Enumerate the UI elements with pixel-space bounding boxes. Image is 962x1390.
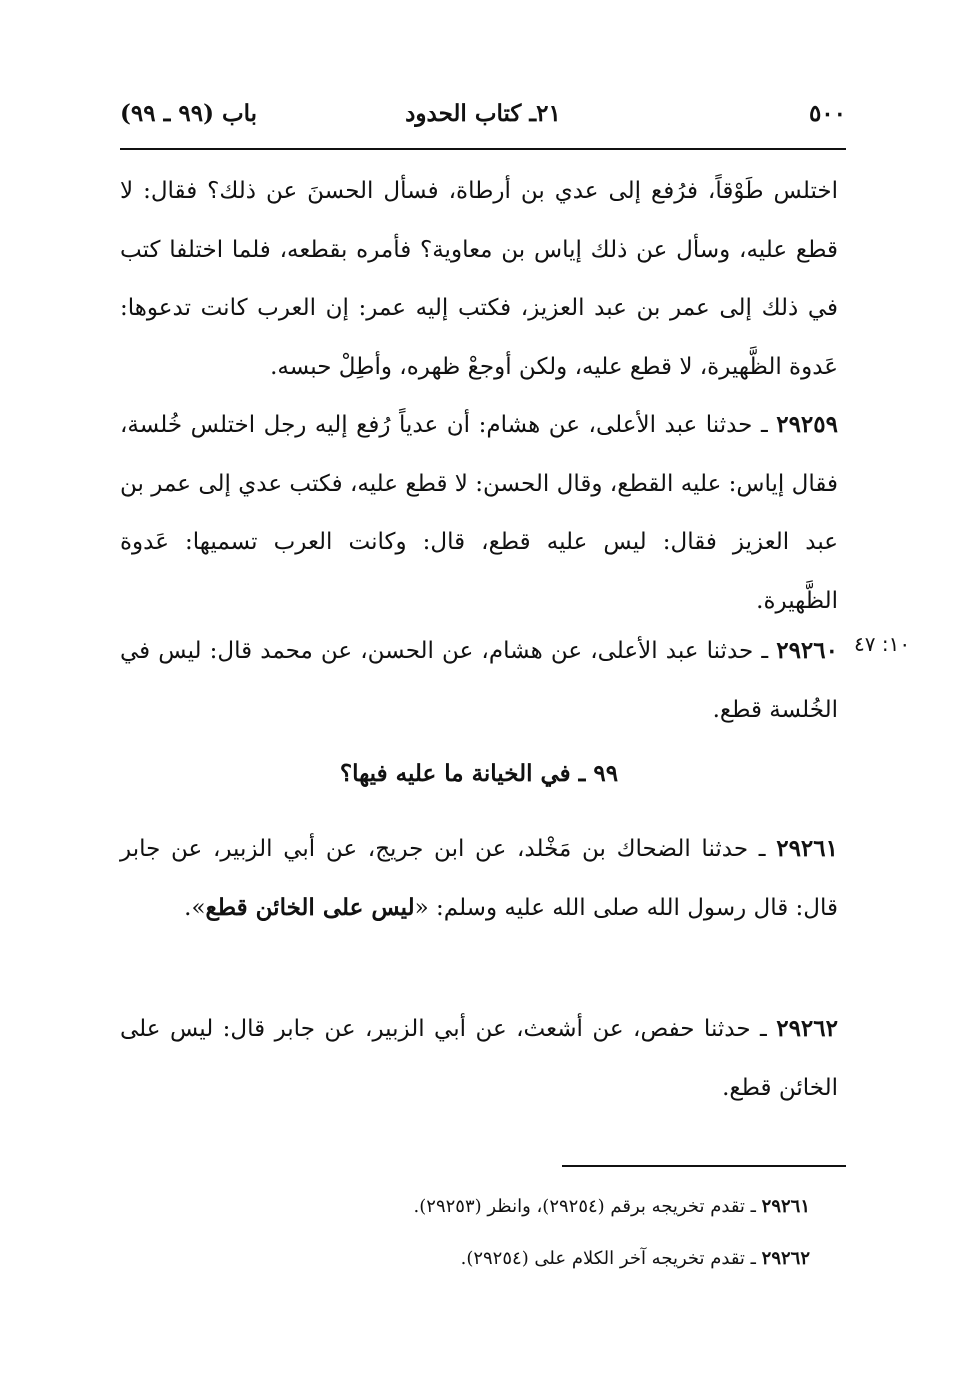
book-title: ٢١ـ كتاب الحدود [405,100,561,127]
footnote [120,1248,810,1269]
hadith-number: ٢٩٢٥٩ [776,411,838,438]
page-header [120,96,846,140]
header-divider [120,148,846,150]
chapter-heading: ٩٩ ـ في الخيانة ما عليه فيها؟ [339,760,619,787]
hadith-text-end: ». [184,894,206,921]
footnote-divider [562,1165,846,1167]
intro-paragraph: اختلس طَوْقاً، فرُفع إلى عدي بن أرطاة، فسأل الحسنَ عن ذلك؟ فقال: لا قطع عليه، وسأل عن ذلك إياس بن معاوية؟ فأمره بقطعه، فلما اختلفا كتب في ذلك إلى عمر بن عبد العزيز، فكتب إليه عمر: إن العرب كانت تدعوها: عَدوة الظَّهيرة، لا قطع عليه، ولكن أوجعْ ظهره، وأطِلْ حبسه. [120,178,838,380]
hadith-text: ـ حدثنا عبد الأعلى، عن هشام، عن الحسن، عن محمد قال: ليس في الخُلسة قطع. [120,638,838,723]
hadith-text: ـ حدثنا الضحاك بن مَخْلد، عن ابن جريج، عن أبي الزبير، عن جابر قال: قال رسول الله صلى الله عليه وسلم: « [120,836,838,921]
hadith-quote: ليس على الخائن قطع [205,893,415,921]
hadith-number: ٢٩٢٦١ [776,835,838,862]
footnote-text: ـ تقدم تخريجه برقم (٢٩٢٥٤)، وانظر (٢٩٢٥٣). [413,1196,762,1217]
hadith-number: ٢٩٢٦٢ [776,1015,838,1042]
footnote-number: ٢٩٢٦١ [761,1196,810,1217]
hadith-29259 [120,396,838,630]
hadith-29262 [120,1000,838,1117]
hadith-number: ٢٩٢٦٠ [776,637,838,664]
chapter-range: باب (٩٩ ـ ٩٩) [120,100,258,127]
hadith-29261 [120,820,838,937]
footnote-text: ـ تقدم تخريجه آخر الكلام على (٢٩٢٥٤). [460,1248,762,1269]
hadith-29260 [120,622,838,739]
hadith-text: ـ حدثنا عبد الأعلى، عن هشام: أن عدياً رُفع إليه رجل اختلس خُلسة، فقال إياس: عليه القطع، وقال الحسن: لا قطع عليه، فكتب عدي إلى عمر بن عبد العزيز فقال: ليس عليه قطع، قال: وكانت العرب تسميها: عَدوة الظَّهيرة. [120,412,838,614]
margin-reference: ١٠: ٤٧ [854,632,911,656]
page-number: ٥٠٠ [808,100,846,127]
footnote-number: ٢٩٢٦٢ [761,1248,810,1269]
footnote [120,1196,810,1217]
hadith-text: ـ حدثنا حفص، عن أشعث، عن أبي الزبير، عن جابر قال: ليس على الخائن قطع. [120,1016,838,1101]
